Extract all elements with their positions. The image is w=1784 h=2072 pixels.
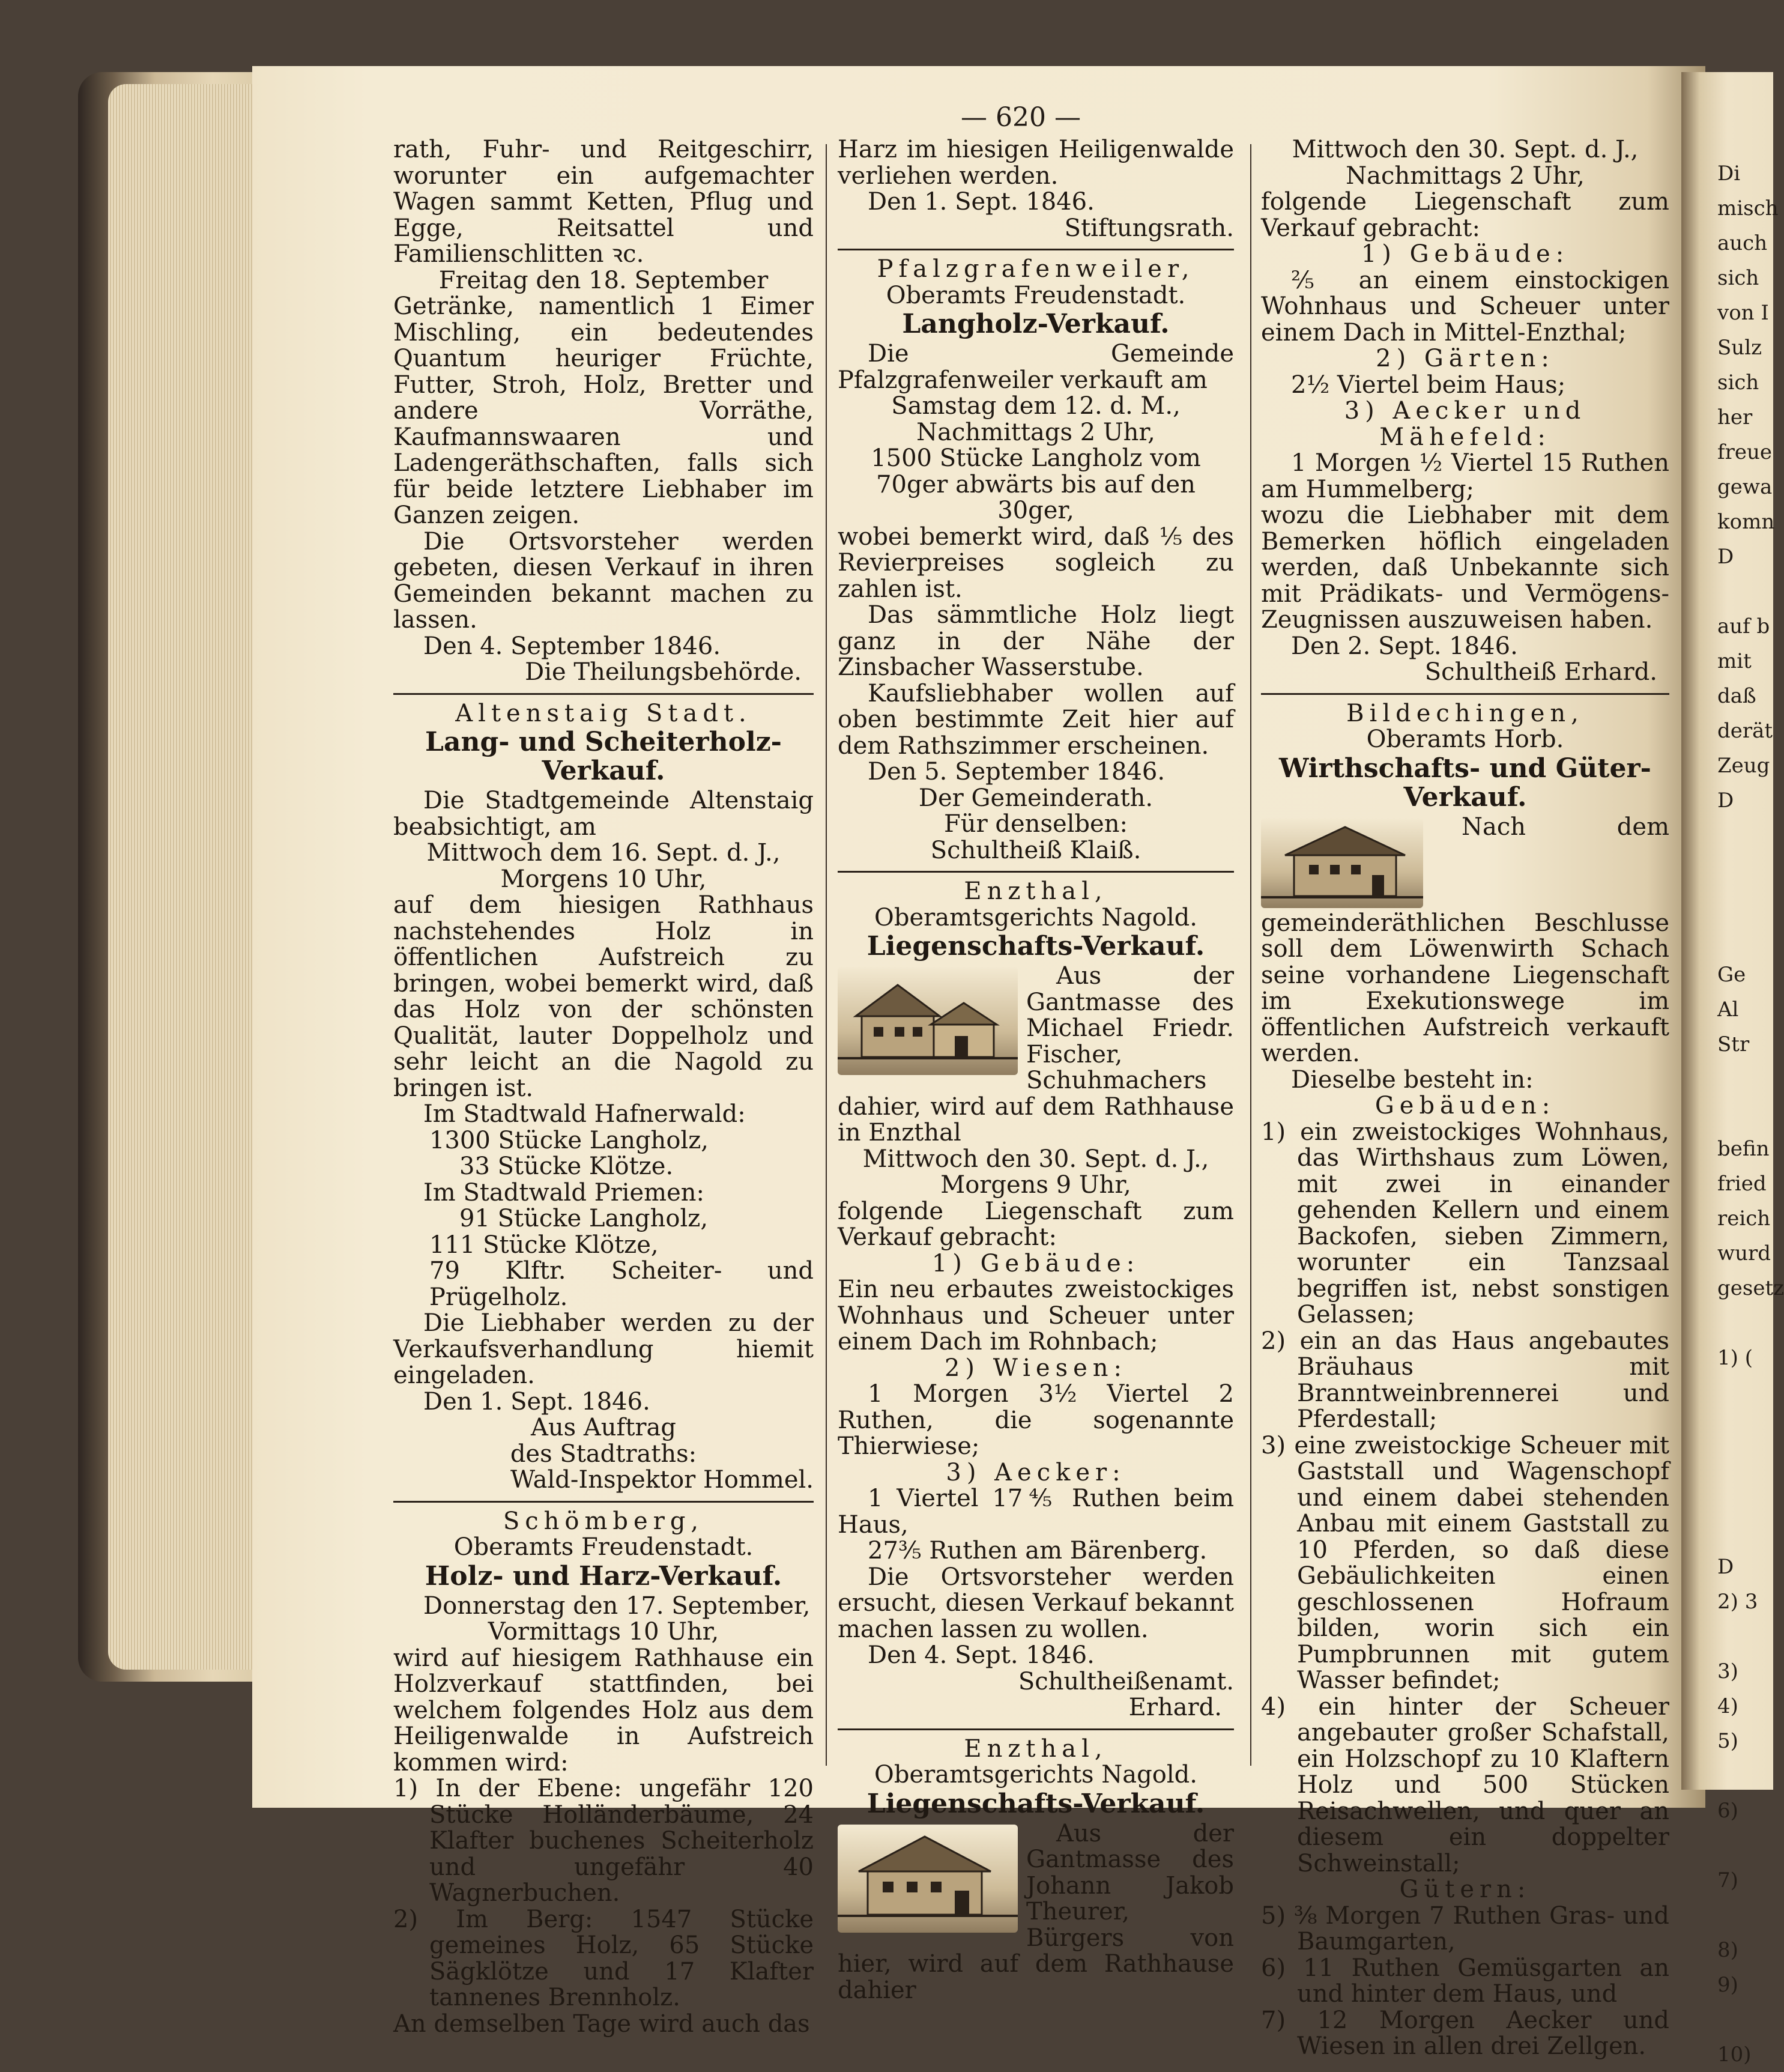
paragraph: Das sämmtliche Holz liegt ganz in der Nähe der Zinsbacher Wasserstube. [838,601,1234,681]
column-rule [826,144,827,1766]
list-item: 1 Viertel 17⅘ Ruthen beim Haus, [838,1485,1234,1539]
facing-page-fragment: derät [1717,719,1773,743]
facing-page-fragment: Str [1717,1032,1750,1056]
place-heading: Schömberg, [503,1507,704,1535]
list-item: 1 Morgen 3½ Viertel 2 Ruthen, die sogenannte Thierwiese; [838,1380,1234,1460]
notice-heading: Wirthschafts- und Güter-Verkauf. [1279,753,1651,813]
facing-page-fragment: 9) [1717,1973,1738,1997]
list-heading: 1) Gebäude: [1361,240,1570,268]
facing-page-fragment: gewa [1717,475,1773,499]
list-item: 91 Stücke Langholz, [459,1205,709,1232]
date-line: Den 1. Sept. 1846. [423,1387,650,1416]
facing-page-fragment: gesetz [1717,1276,1784,1300]
farmhouse-woodcut-icon [838,967,1018,1075]
facing-page-fragment: 6) [1717,1799,1738,1823]
date-line: Den 5. September 1846. [868,758,1166,786]
signature: Stiftungsrath. [1064,214,1234,242]
column-rule [1250,144,1251,1766]
list-heading: 3) Aecker: [946,1458,1126,1486]
office-heading: Oberamts Freudenstadt. [886,281,1186,309]
date-line: Den 2. Sept. 1846. [1291,632,1518,660]
page-number: — 620 — [961,102,1081,133]
column-middle [838,137,1234,2004]
facing-page-fragment: 7) [1717,1868,1738,1892]
facing-page-fragment: 8) [1717,1938,1738,1962]
facing-page-fragment: mit [1717,649,1752,673]
paragraph: 1500 Stücke Langholz vom 70ger abwärts bis auf den 30ger, [871,444,1201,524]
facing-page-fragment: her [1717,405,1753,429]
date-line: Mittwoch den 30. Sept. d. J., [1292,136,1639,163]
facing-page-text [1717,156,1784,2072]
facing-page-fragment [1717,1828,1773,1863]
facing-page-fragment: Zeug [1717,754,1770,778]
list-item: 1) ein zweistockiges Wohnhaus, das Wirthshaus zum Löwen, mit zwei in einander gehenden Kellern und einem Backofen, sieben Zimmern, worunter ein Tanzsaal begriffen ist, nebst sonstigen Gelassen; [1261,1118,1669,1328]
date-line: Mittwoch den 30. Sept. d. J., [862,1145,1209,1173]
signature: Für denselben: [944,810,1128,838]
paragraph: wobei bemerkt wird, daß ⅕ des Revierpreises sogleich zu zahlen ist. [838,523,1234,603]
facing-page-fragment: von I [1717,301,1769,325]
facing-page-fragment: 10) [1717,2043,1752,2067]
list-heading: 2) Gärten: [1376,345,1555,372]
list-item: 111 Stücke Klötze, [429,1231,659,1259]
facing-page-fragment: Al [1717,998,1739,1022]
facing-page-fragment [1717,1445,1773,1480]
column-right [1261,137,1669,2060]
list-heading: Im Stadtwald Priemen: [423,1178,704,1207]
facing-page-fragment: Ge [1717,963,1746,987]
date-line: Samstag dem 12. d. M., [891,392,1181,420]
facing-page-fragment [1717,1375,1773,1410]
facing-page-fragment [1717,888,1773,922]
paragraph: folgende Liegenschaft zum Verkauf gebracht: [1261,188,1669,242]
facing-page-fragment [1717,1898,1773,1933]
time-line: Nachmittags 2 Uhr, [1346,162,1585,190]
notice-heading: Lang- und Scheiterholz-Verkauf. [425,727,782,786]
list-item: 1 Morgen ½ Viertel 15 Ruthen am Hummelberg; [1261,449,1669,503]
time-line: Nachmittags 2 Uhr, [916,418,1155,446]
notice-heading: Langholz-Verkauf. [902,309,1170,339]
paragraph: wozu die Liebhaber mit dem Bemerken höflich eingeladen werden, daß Unbekannte sich mit Prädikats- und Vermögens-Zeugnissen auszuweisen haben. [1261,501,1669,634]
paragraph: Die Gemeinde Pfalzgrafenweiler verkauft am [838,340,1234,394]
paragraph: auf dem hiesigen Rathhaus nachstehendes Holz in öffentlichen Aufstreich zu bringen, wobei bemerkt wird, daß das Holz von der schönsten Qualität, lauter Doppelholz und sehr leicht an die Nagold zu bringen ist. [393,891,814,1102]
page-stack-edge [108,84,252,1670]
signature: Die Theilungsbehörde. [525,658,802,686]
facing-page-fragment: 1) ( [1717,1346,1753,1370]
facing-page-fragment: 4) [1717,1694,1738,1718]
facing-page-fragment: auf b [1717,614,1770,638]
paragraph: Kaufsliebhaber wollen auf oben bestimmte Zeit hier auf dem Rathszimmer erscheinen. [838,679,1234,760]
list-item: 79 Klftr. Scheiter- und Prügelholz. [429,1257,814,1311]
farmhouse-woodcut-icon [838,1825,1018,1933]
facing-page-fragment: reich [1717,1207,1771,1231]
paragraph: rath, Fuhr- und Reitgeschirr, worunter ein aufgemachter Wagen sammt Ketten, Pflug und Egge, Reitsattel und Familienschlitten ꝛc. [393,136,814,268]
place-heading: Enzthal, [964,1734,1108,1763]
paragraph: Die Liebhaber werden zu der Verkaufsverhandlung hiemit eingeladen. [393,1309,814,1389]
facing-page-fragment: komn [1717,510,1775,534]
list-heading: 1) Gebäude: [931,1249,1140,1277]
time-line: Vormittags 10 Uhr, [488,1618,719,1646]
facing-page-fragment [1717,574,1773,609]
facing-page-fragment [1717,922,1773,957]
list-item: 4) ein hinter der Scheuer angebauter großer Schafstall, ein Holzschopf zu 10 Klaftern Holz und 500 Stücken Reisachwellen, und quer an diesem ein doppelter Schweinstall; [1261,1692,1669,1877]
list-heading: Im Stadtwald Hafnerwald: [423,1100,746,1128]
facing-page-fragment: sich [1717,266,1759,290]
list-item: 1) In der Ebene: ungefähr 120 Stücke Holländerbäume, 24 Klafter buchenes Scheiterholz und ungefähr 40 Wagnerbuchen. [393,1775,814,1907]
notice-heading: Liegenschafts-Verkauf. [866,931,1205,962]
list-heading: 2) Wiesen: [944,1354,1128,1382]
paragraph: An demselben Tage wird auch das [393,2010,810,2038]
section-rule [1261,693,1669,695]
facing-page-fragment [1717,1062,1773,1097]
signature: Schultheiß Erhard. [1424,658,1657,686]
facing-page-fragment [1717,853,1773,888]
facing-page-fragment [1717,1410,1773,1445]
inn-woodcut-icon [1261,818,1423,908]
facing-page-fragment: daß [1717,684,1756,708]
list-heading: Gütern: [1399,1876,1531,1903]
facing-page-fragment: freue [1717,440,1772,464]
paragraph: Die Stadtgemeinde Altenstaig beabsichtigt, am [393,787,814,841]
signature: Erhard. [1128,1694,1222,1721]
date-line: Donnerstag den 17. September, [423,1592,811,1620]
section-rule [838,249,1234,250]
list-item: Ein neu erbautes zweistockiges Wohnhaus und Scheuer unter einem Dach im Rohnbach; [838,1276,1234,1356]
facing-page-fragment: Di [1717,162,1741,186]
facing-page-fragment [1717,1306,1773,1340]
signature: Wald-Inspektor Hommel. [510,1466,814,1494]
column-left [393,137,814,2037]
signature: Der Gemeinderath. [918,784,1154,812]
office-heading: Oberamtsgerichts Nagold. [874,903,1197,931]
paragraph: Nach dem gemeinderäthlichen Beschlusse soll dem Löwenwirth Schach seine vorhandene Liegenschaft im Exekutionswege im öffentlichen Aufstreich verkauft werden. [1261,813,1669,1067]
facing-page-fragment: 5) [1717,1729,1738,1753]
list-item: 5) ⅜ Morgen 7 Ruthen Gras- und Baumgarten, [1261,1901,1669,1955]
facing-page-fragment: 3) [1717,1659,1738,1683]
facing-page-fragment: misch [1717,196,1779,220]
list-item: 2) Im Berg: 1547 Stücke gemeines Holz, 65 Stücke Sägklötze und 17 Klafter tannenes Brennholz. [393,1905,814,2011]
facing-page-fragment [1717,1619,1773,1654]
list-item: 27⅗ Ruthen am Bärenberg. [868,1537,1208,1565]
list-item: 1300 Stücke Langholz, [429,1126,709,1154]
paragraph: Aus der Gantmasse des Michael Friedr. Fischer, Schuhmachers dahier, wird auf dem Rathhause in Enzthal [838,962,1234,1147]
facing-page-fragment: 2) 3 [1717,1590,1758,1614]
facing-page-fragment: D [1717,789,1734,813]
facing-page-fragment: sich [1717,371,1759,395]
facing-page-fragment: Sulz [1717,336,1762,360]
office-heading: Oberamts Freudenstadt. [453,1533,754,1561]
place-heading: Pfalzgrafenweiler, [877,255,1195,283]
list-item: 7) 12 Morgen Aecker und Wiesen in allen drei Zellgen. [1261,2006,1669,2060]
list-item: 2½ Viertel beim Haus; [1291,371,1566,399]
facing-page-fragment: auch [1717,231,1768,255]
facing-page-fragment: D [1717,545,1734,569]
paragraph: Aus der Gantmasse des Johann Jakob Theurer, Bürgers von hier, wird auf dem Rathhause dahier [838,1819,1234,2004]
facing-page-fragment: befin [1717,1137,1770,1161]
signature: Aus Auftrag [531,1414,676,1441]
date-line: Mittwoch dem 16. Sept. d. J., [426,839,781,867]
section-rule [393,693,814,695]
date-line: Den 4. Sept. 1846. [868,1641,1095,1669]
facing-page-fragment [1717,1480,1773,1515]
facing-page-fragment [1717,1515,1773,1549]
signature: Schultheiß Klaiß. [930,836,1141,864]
paragraph: Die Ortsvorsteher werden ersucht, diesen Verkauf bekannt machen lassen zu wollen. [838,1563,1234,1643]
office-heading: Oberamts Horb. [1366,726,1564,753]
list-heading: 3) Aecker und Mähefeld: [1344,397,1586,451]
facing-page-fragment [1717,1097,1773,1131]
section-rule [393,1501,814,1503]
list-item: 2) ein an das Haus angebautes Bräuhaus mit Branntweinbrennerei und Pferdestall; [1261,1327,1669,1433]
place-heading: Altenstaig Stadt. [455,699,752,727]
list-item: 6) 11 Ruthen Gemüsgarten an und hinter dem Haus, und [1261,1954,1669,2008]
date-line: Den 1. Sept. 1846. [868,188,1095,216]
facing-page-fragment [1717,818,1773,853]
facing-page-fragment: wurd [1717,1241,1771,1265]
facing-page-fragment: D [1717,1555,1734,1579]
date-line: Den 4. September 1846. [423,632,721,660]
date-line: Freitag den 18. September [438,266,769,294]
section-rule [838,871,1234,873]
paragraph: folgende Liegenschaft zum Verkauf gebracht: [838,1197,1234,1251]
paragraph: Dieselbe besteht in: [1291,1065,1534,1094]
time-line: Morgens 10 Uhr, [500,865,707,893]
list-item: ⅖ an einem einstockigen Wohnhaus und Scheuer unter einem Dach in Mittel-Enzthal; [1261,266,1669,347]
list-heading: Gebäuden: [1374,1092,1556,1119]
facing-page-fragment [1717,2002,1773,2037]
facing-page-fragment [1717,1758,1773,1793]
notice-heading: Liegenschafts-Verkauf. [866,1788,1205,1819]
facing-page-fragment: fried [1717,1172,1767,1196]
paragraph: Die Ortsvorsteher werden gebeten, diesen Verkauf in ihren Gemeinden bekannt machen zu lassen. [393,527,814,634]
list-item: 3) eine zweistockige Scheuer mit Gaststall und Wagenschopf und einem dabei stehenden Anbau mit einem Gaststall zu 10 Pferden, so daß diese Gebäulichkeiten einen geschlossenen Hofraum bilden, worin sich ein Pumpbrunnen mit gutem Wasser befindet; [1261,1431,1669,1694]
time-line: Morgens 9 Uhr, [940,1171,1131,1199]
notice-heading: Holz- und Harz-Verkauf. [425,1560,782,1592]
list-item: 33 Stücke Klötze. [459,1153,674,1180]
paragraph: Getränke, namentlich 1 Eimer Mischling, ein bedeutendes Quantum heuriger Früchte, Futter, Stroh, Holz, Bretter und andere Vorräthe, Kaufmannswaaren und Ladengeräthschaften, falls sich für beide letztere Liebhaber im Ganzen zeigen. [393,292,814,529]
paragraph: Harz im hiesigen Heiligenwalde verliehen werden. [838,136,1234,190]
place-heading: Enzthal, [964,877,1108,905]
paragraph: wird auf hiesigem Rathhause ein Holzverkauf stattfinden, bei welchem folgendes Holz aus dem Heiligenwalde in Aufstreich kommen wird: [393,1644,814,1777]
signature: des Stadtraths: [510,1440,697,1468]
signature: Schultheißenamt. [1018,1667,1234,1695]
section-rule [838,1728,1234,1730]
place-heading: Bildechingen, [1346,699,1584,727]
office-heading: Oberamtsgerichts Nagold. [874,1761,1197,1789]
